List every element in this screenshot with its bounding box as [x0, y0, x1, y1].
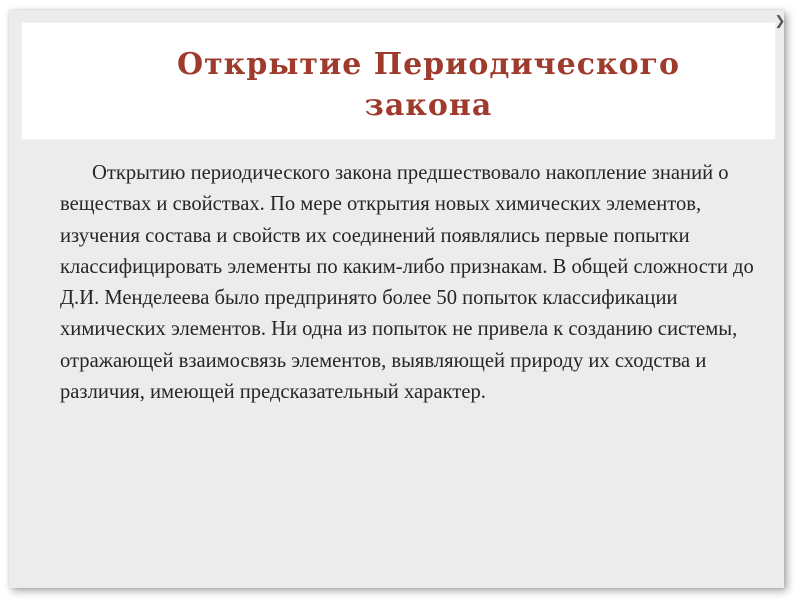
- slide-body-text: Открытию периодического закона предшествовало накопление знаний о веществах и свойствах. По мере открытия новых химических элементов, изучения состава и свойств их соединений появлялись первые попытки классифицировать элементы по каким-либо признакам. В общей сложности до Д.И. Менделеева было предпринято более 50 попыток классификации химических элементов. Ни одна из попыток не привела к созданию системы, отражающей взаимосвязь элементов, выявляющей природу их сходства и различия, имеющей предсказательный характер.: [60, 162, 754, 404]
- slide-title: [21, 44, 776, 126]
- slide-title-line-2: закона: [364, 88, 493, 123]
- chevron-right-icon[interactable]: ❯: [774, 14, 786, 29]
- slide-title-line-1: Открытие Периодического: [176, 47, 681, 82]
- title-band: [21, 22, 776, 140]
